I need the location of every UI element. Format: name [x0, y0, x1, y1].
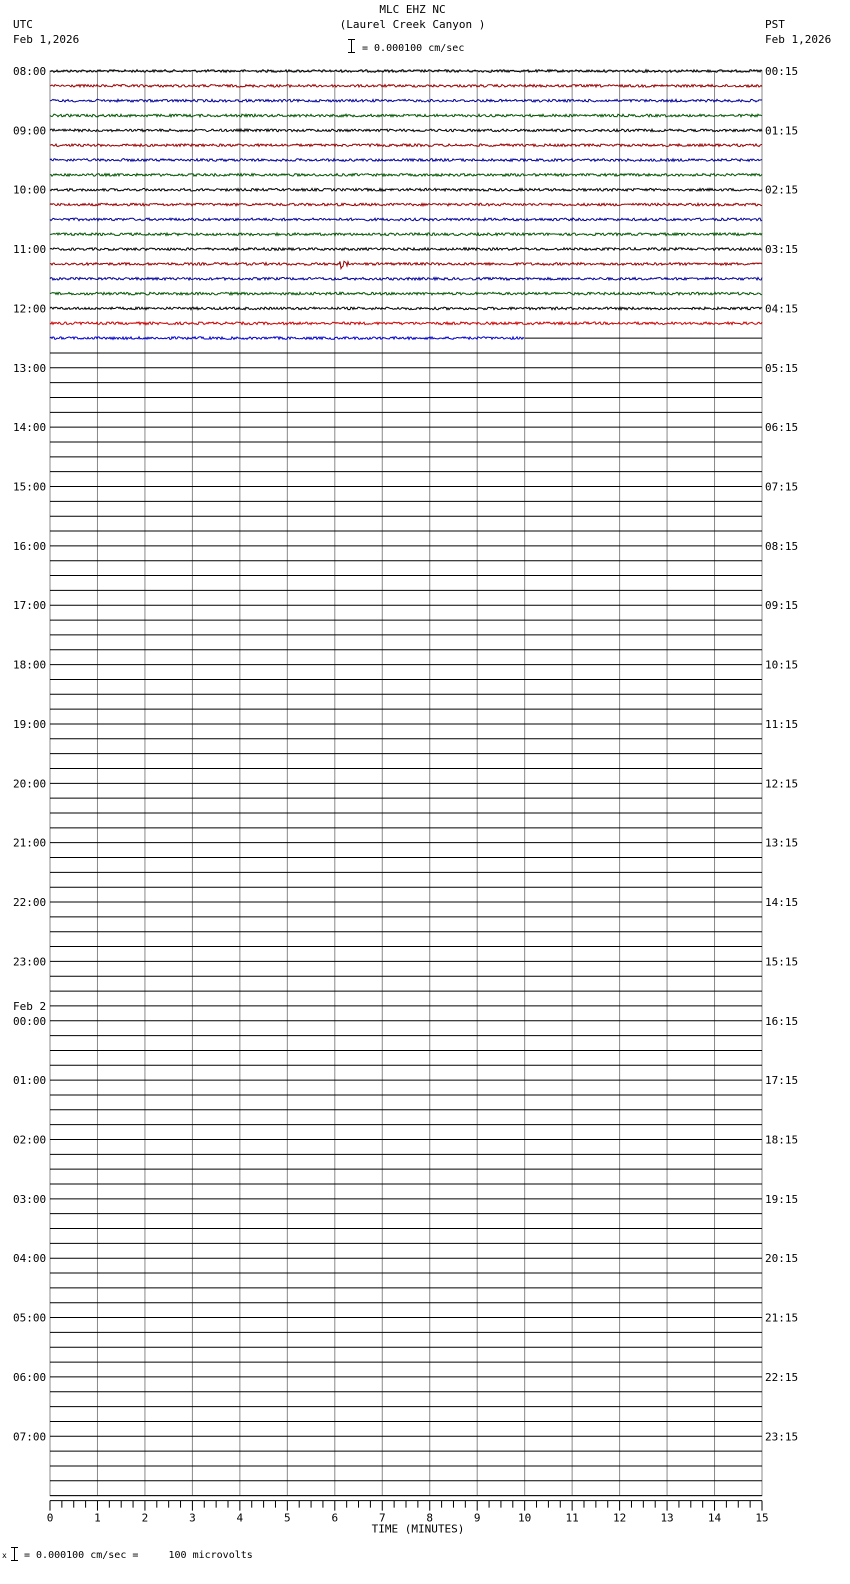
- pst-hour-label: 00:15: [765, 65, 799, 78]
- utc-hour-label: 04:00: [13, 1252, 47, 1266]
- pst-hour-label: 09:15: [765, 599, 799, 613]
- seismic-trace: [50, 233, 762, 236]
- x-tick-label: 3: [189, 1511, 196, 1525]
- scale-text: = 0.000100 cm/sec: [362, 43, 465, 54]
- pst-hour-label: 03:15: [765, 243, 799, 257]
- x-tick-label: 12: [612, 1511, 627, 1525]
- pst-hour-label: 10:15: [765, 658, 799, 672]
- utc-hour-label: 15:00: [13, 480, 47, 494]
- seismic-trace: [50, 129, 762, 132]
- utc-hour-label: 22:00: [13, 896, 47, 910]
- station-site: (Laurel Creek Canyon ): [339, 18, 486, 31]
- pst-hour-label: 05:15: [765, 361, 799, 375]
- seismic-trace: [50, 218, 762, 221]
- seismic-trace: [50, 174, 762, 177]
- utc-hour-label: 17:00: [13, 599, 47, 613]
- pst-hour-label: 11:15: [765, 717, 799, 731]
- utc-hour-label: 02:00: [13, 1133, 47, 1147]
- utc-hour-label: 00:00: [13, 1014, 47, 1028]
- x-axis-title: TIME (MINUTES): [371, 1522, 465, 1536]
- footer-scale-text: = 0.000100 cm/sec = 100 microvolts: [24, 1550, 253, 1561]
- utc-hour-label: 05:00: [13, 1311, 47, 1325]
- utc-hour-label: 10:00: [13, 183, 47, 197]
- pst-hour-label: 18:15: [765, 1133, 799, 1147]
- station-title: MLC EHZ NC: [379, 3, 446, 16]
- pst-hour-label: 15:15: [765, 955, 799, 969]
- x-tick-label: 15: [755, 1511, 769, 1525]
- seismic-trace: [50, 99, 762, 102]
- pst-hour-label: 13:15: [765, 836, 799, 850]
- utc-hour-label: 14:00: [13, 421, 47, 435]
- pst-hour-label: 12:15: [765, 777, 799, 791]
- seismic-trace: [50, 144, 762, 147]
- x-tick-label: 13: [660, 1511, 674, 1525]
- x-tick-label: 10: [518, 1511, 532, 1525]
- footer-scale-bar-cap-bottom: [11, 1560, 18, 1561]
- seismic-trace: [50, 114, 762, 117]
- seismic-trace: [50, 85, 762, 88]
- seismic-trace: [50, 203, 762, 206]
- seismic-trace: [50, 159, 762, 162]
- pst-hour-label: 04:15: [765, 302, 799, 316]
- utc-hour-label: 19:00: [13, 717, 47, 731]
- x-tick-label: 7: [378, 1511, 386, 1525]
- seismic-trace: [50, 248, 762, 251]
- x-tick-label: 8: [426, 1511, 434, 1525]
- utc-hour-label: 07:00: [13, 1430, 47, 1444]
- pst-hour-label: 20:15: [765, 1252, 799, 1266]
- right-timezone: PST: [765, 18, 785, 31]
- footer-mark: x: [2, 1551, 7, 1560]
- utc-hour-label: 12:00: [13, 302, 47, 316]
- x-tick-label: 1: [94, 1511, 101, 1525]
- utc-hour-label: 03:00: [13, 1192, 47, 1206]
- pst-hour-label: 06:15: [765, 421, 799, 435]
- seismic-trace: [50, 278, 762, 281]
- pst-hour-label: 22:15: [765, 1370, 799, 1384]
- x-tick-label: 14: [707, 1511, 722, 1525]
- left-timezone: UTC: [13, 18, 33, 31]
- pst-hour-label: 16:15: [765, 1014, 799, 1028]
- footer-scale-bar-cap-top: [11, 1547, 18, 1548]
- pst-hour-label: 08:15: [765, 539, 799, 553]
- pst-hour-label: 19:15: [765, 1192, 799, 1206]
- utc-hour-label: 23:00: [13, 955, 47, 969]
- pst-hour-label: 17:15: [765, 1074, 799, 1088]
- utc-hour-label: 06:00: [13, 1370, 47, 1384]
- utc-hour-label: 21:00: [13, 836, 47, 850]
- seismic-trace: [50, 292, 762, 295]
- pst-hour-label: 07:15: [765, 480, 799, 494]
- pst-hour-label: 01:15: [765, 124, 799, 138]
- seismic-trace: [50, 261, 762, 268]
- x-tick-label: 0: [46, 1511, 54, 1525]
- pst-hour-label: 21:15: [765, 1311, 799, 1325]
- seismic-trace: [50, 307, 762, 310]
- seismic-trace: [50, 188, 762, 191]
- x-tick-label: 4: [236, 1511, 244, 1525]
- utc-hour-label: 20:00: [13, 777, 47, 791]
- pst-hour-label: 02:15: [765, 183, 799, 197]
- utc-hour-label: 18:00: [13, 658, 47, 672]
- utc-hour-label: 09:00: [13, 124, 47, 138]
- x-tick-label: 6: [331, 1511, 339, 1525]
- seismic-trace: [50, 322, 762, 325]
- utc-hour-label: 11:00: [13, 243, 47, 257]
- utc-hour-label: 08:00: [13, 65, 47, 78]
- x-tick-label: 9: [473, 1511, 481, 1525]
- right-date: Feb 1,2026: [765, 33, 832, 46]
- utc-hour-label: 01:00: [13, 1074, 47, 1088]
- footer-scale-bar-icon: [14, 1547, 15, 1561]
- x-tick-label: 11: [565, 1511, 579, 1525]
- utc-hour-label: 13:00: [13, 361, 47, 375]
- pst-hour-label: 23:15: [765, 1430, 799, 1444]
- utc-hour-label: 16:00: [13, 539, 47, 553]
- date-change-label: Feb 2: [13, 999, 47, 1013]
- x-tick-label: 5: [284, 1511, 291, 1525]
- x-tick-label: 2: [141, 1511, 149, 1525]
- pst-hour-label: 14:15: [765, 896, 799, 910]
- left-date: Feb 1,2026: [13, 33, 80, 46]
